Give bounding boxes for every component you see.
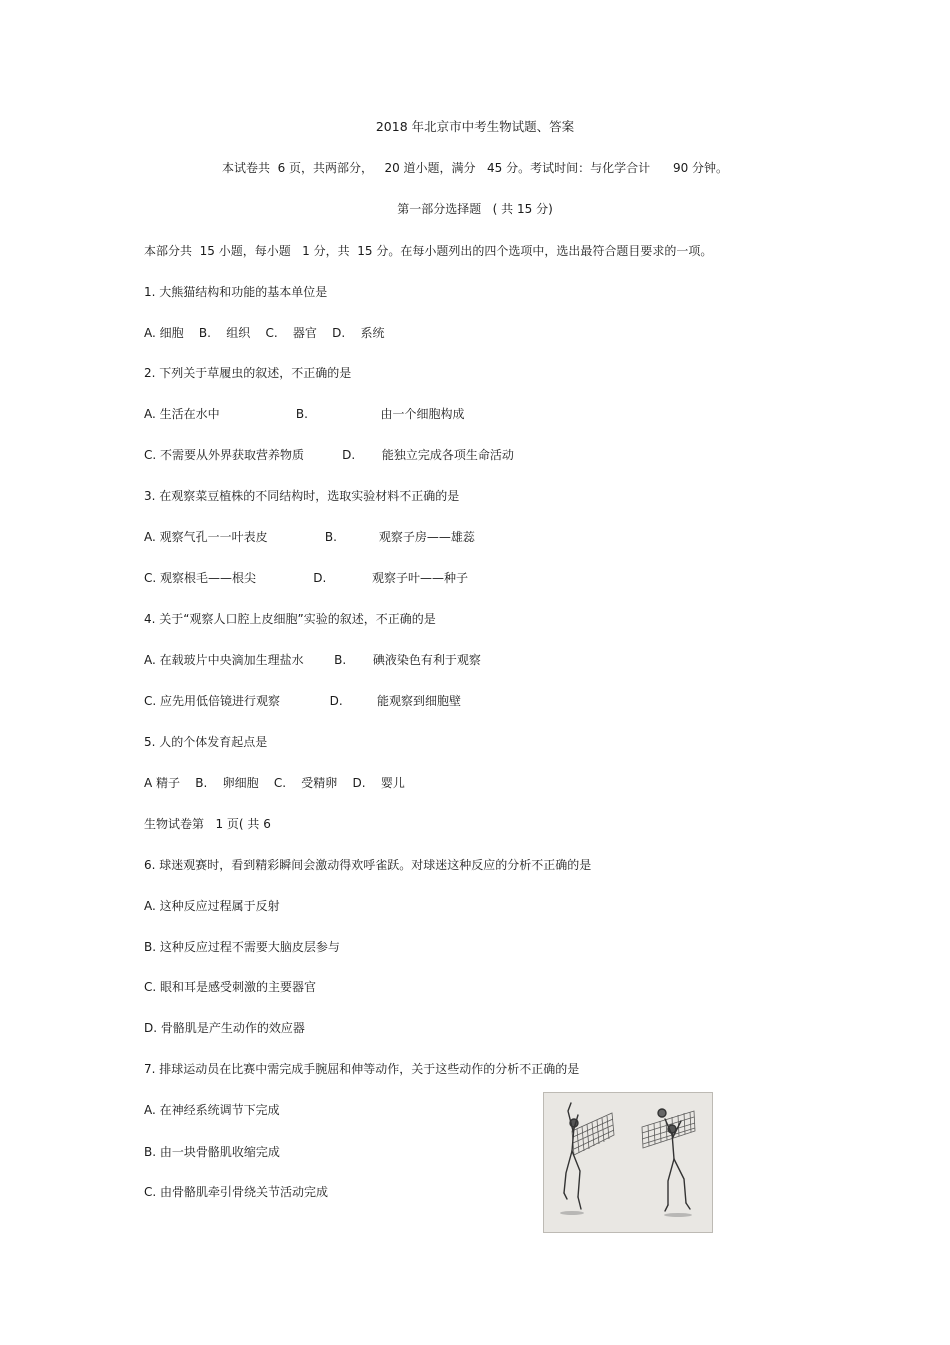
question-6-option-c: C. 眼和耳是感受刺激的主要器官 — [144, 980, 317, 994]
question-2-options-cd: C. 不需要从外界获取营养物质 D. 能独立完成各项生命活动 — [144, 448, 514, 462]
question-5-options: A 精子 B. 卵细胞 C. 受精卵 D. 婴儿 — [144, 776, 405, 790]
question-2-stem: 2. 下列关于草履虫的叙述，不正确的是 — [144, 366, 352, 380]
question-1-stem: 1. 大熊猫结构和功能的基本单位是 — [144, 285, 328, 299]
question-7-option-a: A. 在神经系统调节下完成 — [144, 1103, 280, 1117]
question-3-stem: 3. 在观察菜豆植株的不同结构时，选取实验材料不正确的是 — [144, 489, 460, 503]
page-footer: 生物试卷第 1 页( 共 6 — [144, 817, 271, 831]
part1-instructions: 本部分共 15 小题，每小题 1 分，共 15 分。在每小题列出的四个选项中，选出最符合题目要求的一项。 — [144, 244, 713, 258]
question-6-option-d: D. 骨骼肌是产生动作的效应器 — [144, 1021, 305, 1035]
question-6-stem: 6. 球迷观赛时，看到精彩瞬间会激动得欢呼雀跃。对球迷这种反应的分析不正确的是 — [144, 858, 592, 872]
question-4-options-ab: A. 在载玻片中央滴加生理盐水 B. 碘液染色有利于观察 — [144, 653, 481, 667]
question-4-options-cd: C. 应先用低倍镜进行观察 D. 能观察到细胞壁 — [144, 694, 461, 708]
question-7-option-c: C. 由骨骼肌牵引骨绕关节活动完成 — [144, 1185, 329, 1199]
question-3-options-ab: A. 观察气孔一一叶表皮 B. 观察子房——雄蕊 — [144, 530, 475, 544]
doc-title: 2018 年北京市中考生物试题、答案 — [375, 119, 575, 134]
question-6-option-b: B. 这种反应过程不需要大脑皮层参与 — [144, 940, 340, 954]
question-3-options-cd: C. 观察根毛——根尖 D. 观察子叶——种子 — [144, 571, 469, 585]
exam-info: 本试卷共 6 页，共两部分， 20 道小题，满分 45 分。考试时间：与化学合计 90 分钟。 — [221, 161, 729, 175]
question-6-option-a: A. 这种反应过程属于反射 — [144, 899, 280, 913]
part1-heading: 第一部分选择题 ( 共 15 分) — [397, 202, 553, 216]
question-1-options: A. 细胞 B. 组织 C. 器官 D. 系统 — [144, 326, 385, 340]
question-5-stem: 5. 人的个体发育起点是 — [144, 735, 268, 749]
question-7-option-b: B. 由一块骨骼肌收缩完成 — [144, 1145, 280, 1159]
volleyball-players-figure — [543, 1092, 713, 1233]
question-4-stem: 4. 关于“观察人口腔上皮细胞”实验的叙述，不正确的是 — [144, 612, 436, 626]
question-7-stem: 7. 排球运动员在比赛中需完成手腕屈和伸等动作，关于这些动作的分析不正确的是 — [144, 1062, 580, 1076]
question-2-options-ab: A. 生活在水中 B. 由一个细胞构成 — [144, 407, 465, 421]
